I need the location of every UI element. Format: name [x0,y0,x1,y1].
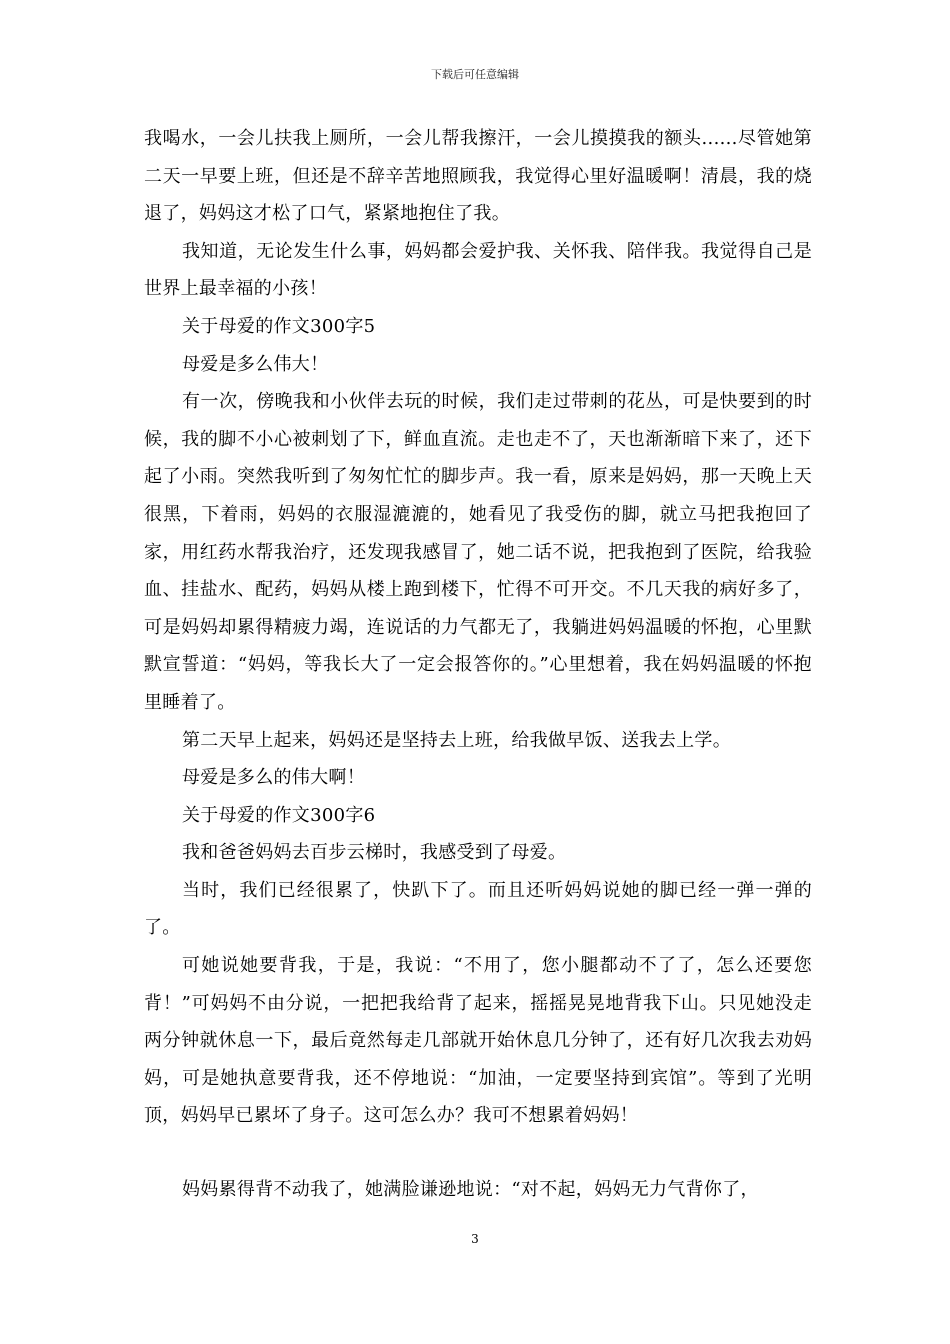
paragraph-conclusion: 我知道，无论发生什么事，妈妈都会爱护我、关怀我、陪伴我。我觉得自己是世界上最幸福的小孩！ [144,240,812,300]
paragraph-carry: 可她说她要背我，于是，我说：“不用了，您小腿都动不了了，怎么还要您背！”可妈妈不由分说，一把把我给背了起来，摇摇晃晃地背我下山。只见她没走两分钟就休息一下，最后竟然每走几部就开始休息几分钟了，还有好几次我去劝妈妈，可是她执意要背我，还不停地说：“加油，一定要坚持到宾馆”。等到了光明顶，妈妈早已累坏了身子。这可怎么办？我可不想累着妈妈！ [144,955,812,1127]
paragraph-intro: 我和爸爸妈妈去百步云梯时，我感受到了母爱。 [182,842,567,864]
page-header: 下载后可任意编辑 [431,68,519,81]
paragraph-opening: 母爱是多么伟大！ [182,353,329,375]
page-number: 3 [471,1232,479,1246]
document-body [144,120,812,1209]
essay-title-6: 关于母爱的作文300字6 [182,804,376,826]
paragraph-apology: 妈妈累得背不动我了，她满脸谦逊地说：“对不起，妈妈无力气背你了， [182,1179,759,1201]
paragraph-continued: 我喝水，一会儿扶我上厕所，一会儿帮我擦汗，一会儿摸摸我的额头......尽管她第二天一早要上班，但还是不辞辛苦地照顾我，我觉得心里好温暖啊！清晨，我的烧退了，妈妈这才松了口气，紧紧地抱住了我。 [144,128,812,225]
essay-title-5: 关于母爱的作文300字5 [182,315,376,337]
paragraph-spacer [144,1135,812,1171]
paragraph-story: 有一次，傍晚我和小伙伴去玩的时候，我们走过带刺的花丛，可是快要到的时候，我的脚不小心被刺划了下，鲜血直流。走也走不了，天也渐渐暗下来了，还下起了小雨。突然我听到了匆匆忙忙的脚步声。我一看，原来是妈妈，那一天晚上天很黑，下着雨，妈妈的衣服湿漉漉的，她看见了我受伤的脚，就立马把我抱回了家，用红药水帮我治疗，还发现我感冒了，她二话不说，把我抱到了医院，给我验血、挂盐水、配药，妈妈从楼上跑到楼下，忙得不可开交。不几天我的病好多了，可是妈妈却累得精疲力竭，连说话的力气都无了，我躺进妈妈温暖的怀抱，心里默默宣誓道：“妈妈，等我长大了一定会报答你的。”心里想着，我在妈妈温暖的怀抱里睡着了。 [144,391,812,713]
paragraph-tired: 当时，我们已经很累了，快趴下了。而且还听妈妈说她的脚已经一弹一弹的了。 [144,879,812,939]
paragraph-next-day: 第二天早上起来，妈妈还是坚持去上班，给我做早饭、送我去上学。 [182,729,731,751]
paragraph-closing: 母爱是多么的伟大啊！ [182,767,365,789]
